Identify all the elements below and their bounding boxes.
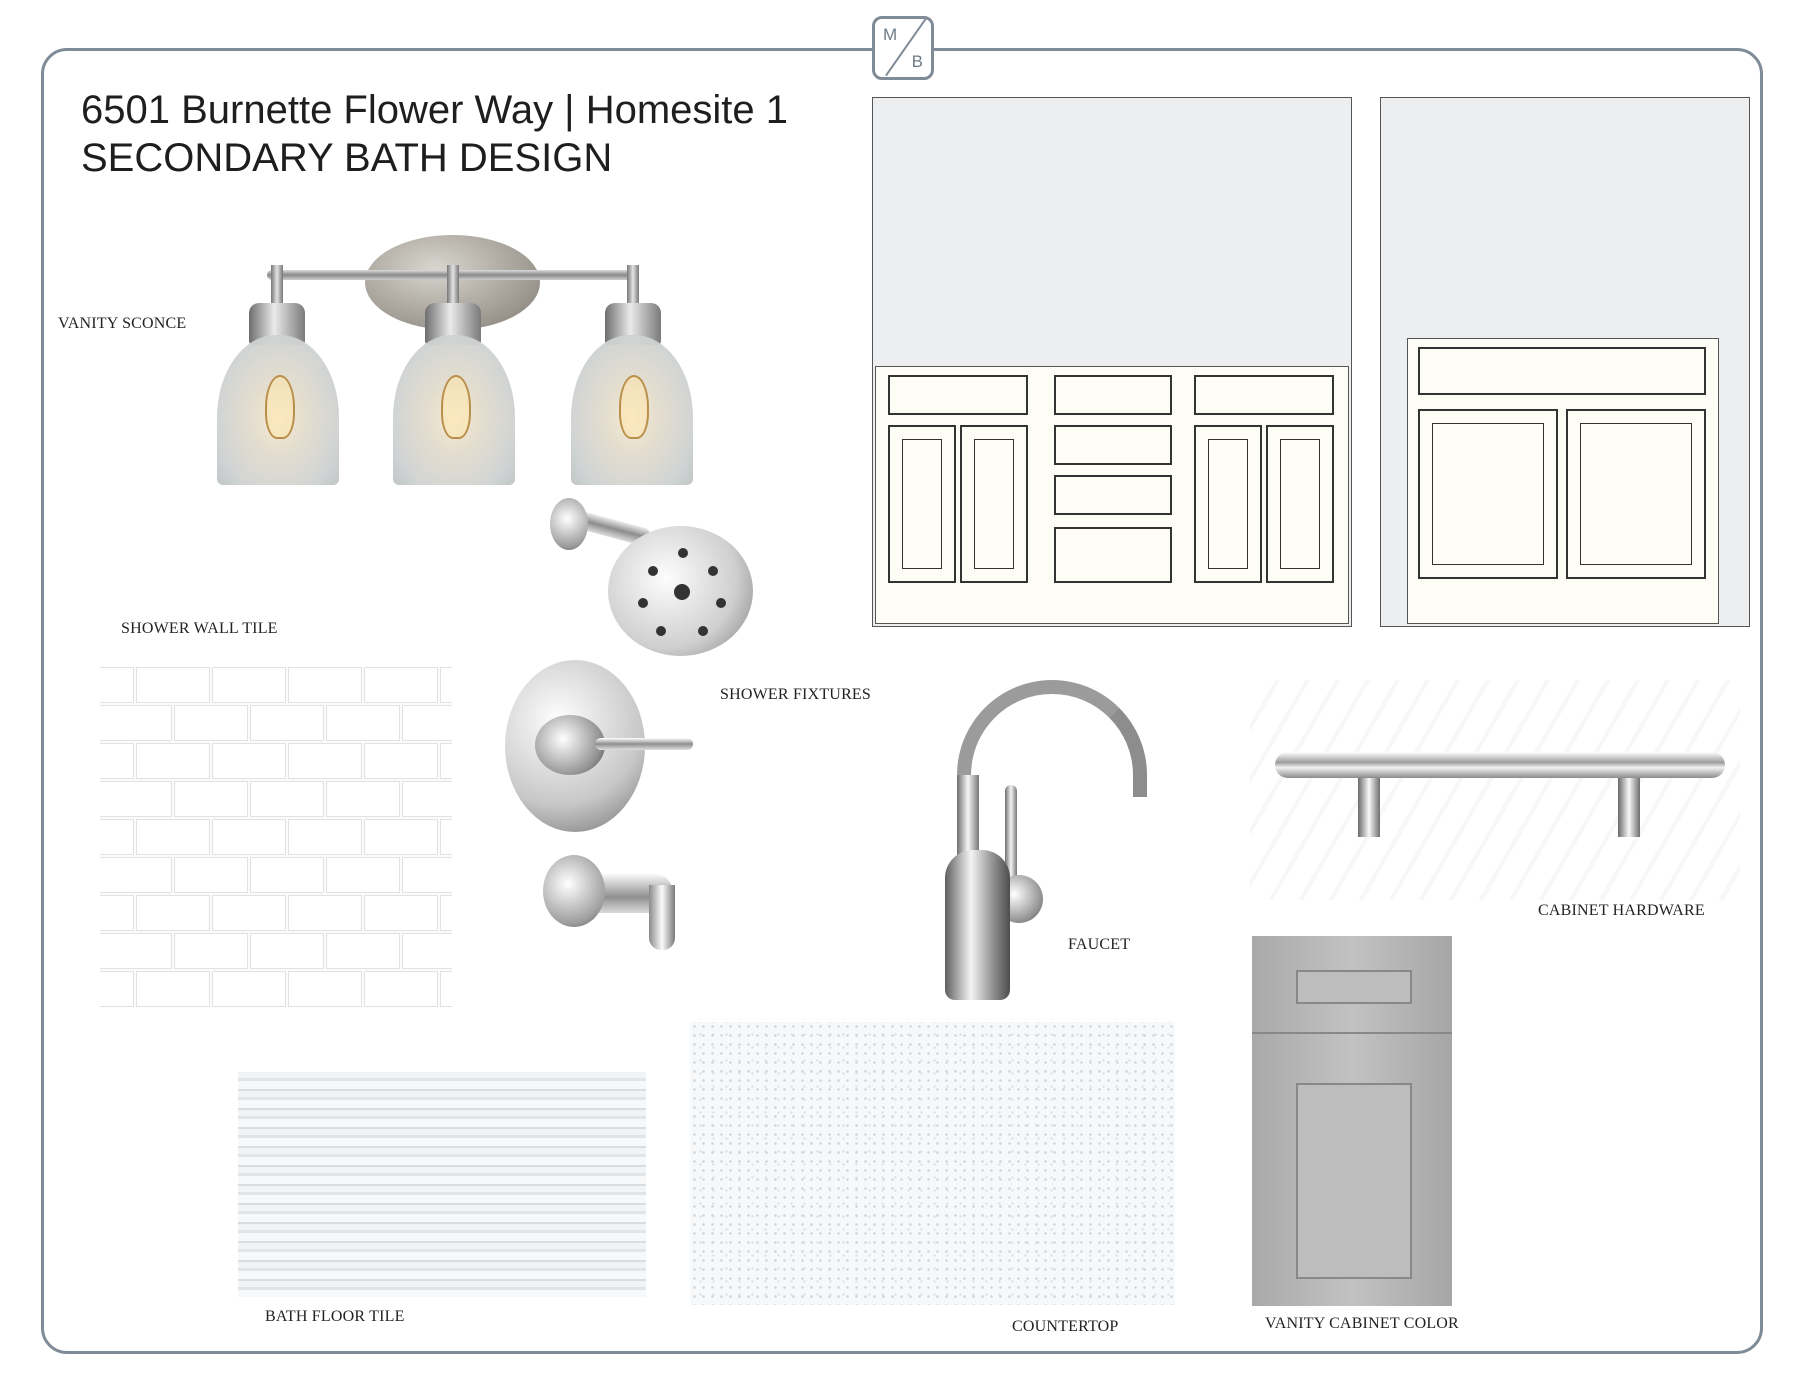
countertop-swatch xyxy=(690,1022,1175,1305)
bath-floor-tile-swatch xyxy=(238,1072,646,1297)
page-title xyxy=(81,86,788,182)
mb-logo xyxy=(872,16,934,80)
cabinet-hardware-image xyxy=(1250,680,1740,900)
label-vanity-cabinet-color: VANITY CABINET COLOR xyxy=(1265,1315,1459,1332)
title-subtitle: SECONDARY BATH DESIGN xyxy=(81,136,613,180)
label-countertop: COUNTERTOP xyxy=(1012,1318,1119,1335)
label-shower-wall-tile: SHOWER WALL TILE xyxy=(121,620,278,637)
shower-wall-tile-swatch xyxy=(100,667,452,1007)
vanity-sconce-image xyxy=(205,225,700,470)
tub-spout-image xyxy=(543,855,693,960)
label-bath-floor-tile: BATH FLOOR TILE xyxy=(265,1308,405,1325)
vanity-elevation-double xyxy=(872,97,1352,627)
vanity-cabinet-door-sample xyxy=(1252,936,1452,1306)
label-faucet: FAUCET xyxy=(1068,936,1131,953)
logo-letter-m: M xyxy=(883,25,898,44)
shower-valve-trim-image xyxy=(505,660,695,835)
vanity-cabinet-double xyxy=(875,366,1349,624)
vanity-elevation-single xyxy=(1380,97,1750,627)
label-cabinet-hardware: CABINET HARDWARE xyxy=(1538,902,1705,919)
shower-head-image xyxy=(548,488,753,658)
label-shower-fixtures: SHOWER FIXTURES xyxy=(720,686,872,703)
vanity-cabinet-single xyxy=(1407,338,1719,624)
title-address: 6501 Burnette Flower Way | Homesite 1 xyxy=(81,88,788,132)
logo-letter-b: B xyxy=(911,52,923,71)
label-vanity-sconce: VANITY SCONCE xyxy=(58,315,187,332)
